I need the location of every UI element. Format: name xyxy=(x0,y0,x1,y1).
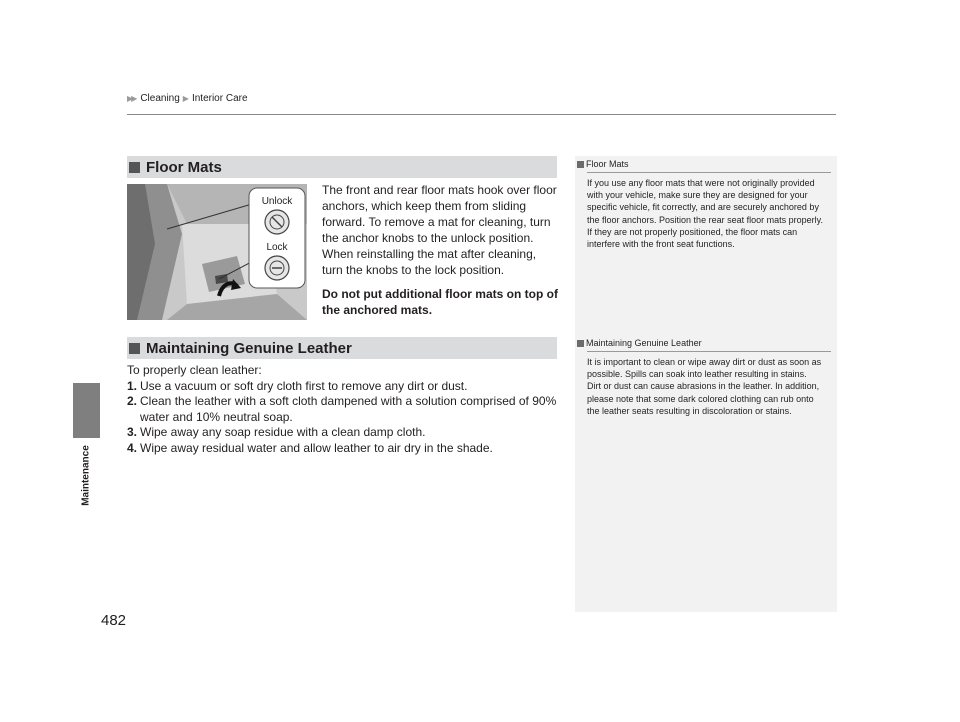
note-header xyxy=(575,338,837,348)
note-marker-icon xyxy=(577,340,584,347)
leather-heading: Maintaining Genuine Leather xyxy=(146,339,352,357)
step-text: Clean the leather with a soft cloth dampened with a solution comprised of 90% water and 10% neutral soap. xyxy=(140,394,557,424)
step-text: Wipe away any soap residue with a clean damp cloth. xyxy=(140,425,426,439)
floor-anchor-illustration xyxy=(127,184,307,320)
breadcrumb-item-interior-care[interactable]: Interior Care xyxy=(191,93,248,104)
list-item xyxy=(127,379,567,395)
step-text: Use a vacuum or soft dry cloth first to remove any dirt or dust. xyxy=(140,378,468,393)
section-square-icon xyxy=(129,162,140,173)
floor-mats-body xyxy=(322,182,558,326)
floor-mats-heading: Floor Mats xyxy=(146,158,222,176)
section-side-label: Maintenance xyxy=(80,445,92,506)
note-title: Floor Mats xyxy=(586,159,629,169)
note-text: If you use any floor mats that were not originally provided with your vehicle, make sure they are designed for your specific vehicle, fit correctly, and are securely anchored by the floor anchors. Position the rear seat floor mats properly. If they are not properly positioned, the floor mats can interfere with the front seat functions. xyxy=(587,178,823,250)
header-divider xyxy=(127,114,836,115)
section-square-icon xyxy=(129,343,140,354)
floor-mats-heading-bar xyxy=(127,156,557,178)
step-text: Wipe away residual water and allow leather to air dry in the shade. xyxy=(140,440,493,455)
breadcrumb xyxy=(127,93,248,104)
step-number: 4. xyxy=(127,440,138,455)
page-number: 482 xyxy=(101,612,127,629)
floor-mats-warning: Do not put additional floor mats on top of the anchored mats. xyxy=(322,287,558,317)
breadcrumb-item-cleaning[interactable]: Cleaning xyxy=(140,93,180,104)
step-number: 2. xyxy=(127,394,138,408)
section-tab-marker xyxy=(73,383,100,438)
note-leather xyxy=(575,338,837,417)
unlock-label: Unlock xyxy=(261,196,293,207)
note-floor-mats xyxy=(575,159,837,250)
note-header xyxy=(575,159,837,169)
double-arrow-icon: ▶▶ xyxy=(127,94,136,103)
list-item xyxy=(127,394,567,425)
note-divider xyxy=(587,172,831,173)
floor-mats-paragraph: The front and rear floor mats hook over floor anchors, which keep them from sliding forward. To remove a mat for cleaning, turn the anchor knobs to the unlock position. When reinstalling the mat after cleaning, turn the knobs to the lock position. xyxy=(322,183,557,277)
list-item xyxy=(127,425,567,441)
arrow-icon: ▶ xyxy=(182,94,187,103)
list-item xyxy=(127,441,567,457)
leather-heading-bar xyxy=(127,337,557,359)
step-number: 3. xyxy=(127,425,138,439)
note-title: Maintaining Genuine Leather xyxy=(586,338,702,348)
leather-intro: To properly clean leather: xyxy=(127,363,262,377)
step-number: 1. xyxy=(127,378,138,393)
lock-label: Lock xyxy=(266,242,288,253)
note-divider xyxy=(587,351,831,352)
note-marker-icon xyxy=(577,161,584,168)
note-text: It is important to clean or wipe away dirt or dust as soon as possible. Spills can soak into leather resulting in stains. Dirt or dust can cause abrasions in the leather. In addition, please note that some dark colored clothing can rub onto the leather seats resulting in discoloration or stains. xyxy=(587,357,822,416)
leather-body xyxy=(127,363,567,456)
